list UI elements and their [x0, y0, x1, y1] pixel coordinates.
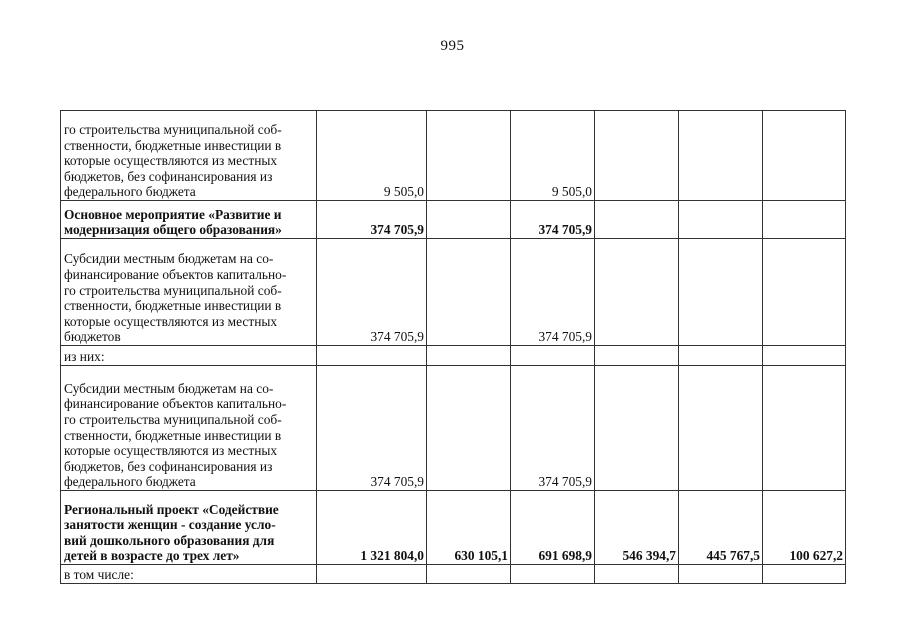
value-cell	[317, 346, 427, 366]
table-row	[61, 565, 846, 584]
page-number: 995	[440, 38, 465, 54]
value-cell: 374 705,9	[317, 366, 427, 491]
value-cell: 691 698,9	[511, 491, 595, 565]
value-cell	[679, 346, 763, 366]
budget-table	[60, 110, 846, 584]
value-cell	[595, 239, 679, 346]
value-cell	[679, 111, 763, 201]
value-cell: 374 705,9	[317, 201, 427, 239]
value-cell: 374 705,9	[511, 201, 595, 239]
value-cell	[595, 565, 679, 584]
value-cell	[595, 346, 679, 366]
value-cell	[595, 366, 679, 491]
table-row	[61, 366, 846, 491]
row-description: Субсидии местным бюджетам на со- финансирование объектов капитально- го строительства муниципальной соб- ственности, бюджетные инвестиции в которые осуществляются из местных бюджетов	[61, 239, 317, 346]
table-row	[61, 346, 846, 366]
value-cell	[679, 366, 763, 491]
row-description: го строительства муниципальной соб- ственности, бюджетные инвестиции в которые осуществляются из местных бюджетов, без софинансирования из федерального бюджета	[61, 111, 317, 201]
value-cell: 9 505,0	[317, 111, 427, 201]
row-description: Региональный проект «Содействие занятости женщин - создание усло- вий дошкольного образования для детей в возрасте до трех лет»	[61, 491, 317, 565]
value-cell	[317, 565, 427, 584]
value-cell	[511, 565, 595, 584]
value-cell	[679, 565, 763, 584]
row-description: Субсидии местным бюджетам на со- финансирование объектов капитально- го строительства муниципальной соб- ственности, бюджетные инвестиции в которые осуществляются из местных бюджетов, без софинансирования из федерального бюджета	[61, 366, 317, 491]
value-cell	[763, 111, 846, 201]
table-row	[61, 111, 846, 201]
value-cell	[511, 346, 595, 366]
value-cell: 546 394,7	[595, 491, 679, 565]
value-cell: 374 705,9	[511, 366, 595, 491]
value-cell: 630 105,1	[427, 491, 511, 565]
value-cell: 374 705,9	[511, 239, 595, 346]
value-cell: 445 767,5	[679, 491, 763, 565]
row-description: Основное мероприятие «Развитие и модернизация общего образования»	[61, 201, 317, 239]
row-description: в том числе:	[61, 565, 317, 584]
value-cell	[763, 239, 846, 346]
value-cell: 374 705,9	[317, 239, 427, 346]
value-cell	[763, 346, 846, 366]
value-cell: 9 505,0	[511, 111, 595, 201]
value-cell	[427, 239, 511, 346]
value-cell: 100 627,2	[763, 491, 846, 565]
value-cell	[679, 201, 763, 239]
value-cell	[427, 366, 511, 491]
value-cell	[679, 239, 763, 346]
table-row	[61, 239, 846, 346]
row-description: из них:	[61, 346, 317, 366]
value-cell	[427, 201, 511, 239]
value-cell	[595, 201, 679, 239]
value-cell	[763, 565, 846, 584]
value-cell	[427, 565, 511, 584]
table-row	[61, 201, 846, 239]
value-cell	[427, 111, 511, 201]
value-cell	[595, 111, 679, 201]
value-cell: 1 321 804,0	[317, 491, 427, 565]
value-cell	[763, 366, 846, 491]
value-cell	[427, 346, 511, 366]
value-cell	[763, 201, 846, 239]
table-row	[61, 491, 846, 565]
